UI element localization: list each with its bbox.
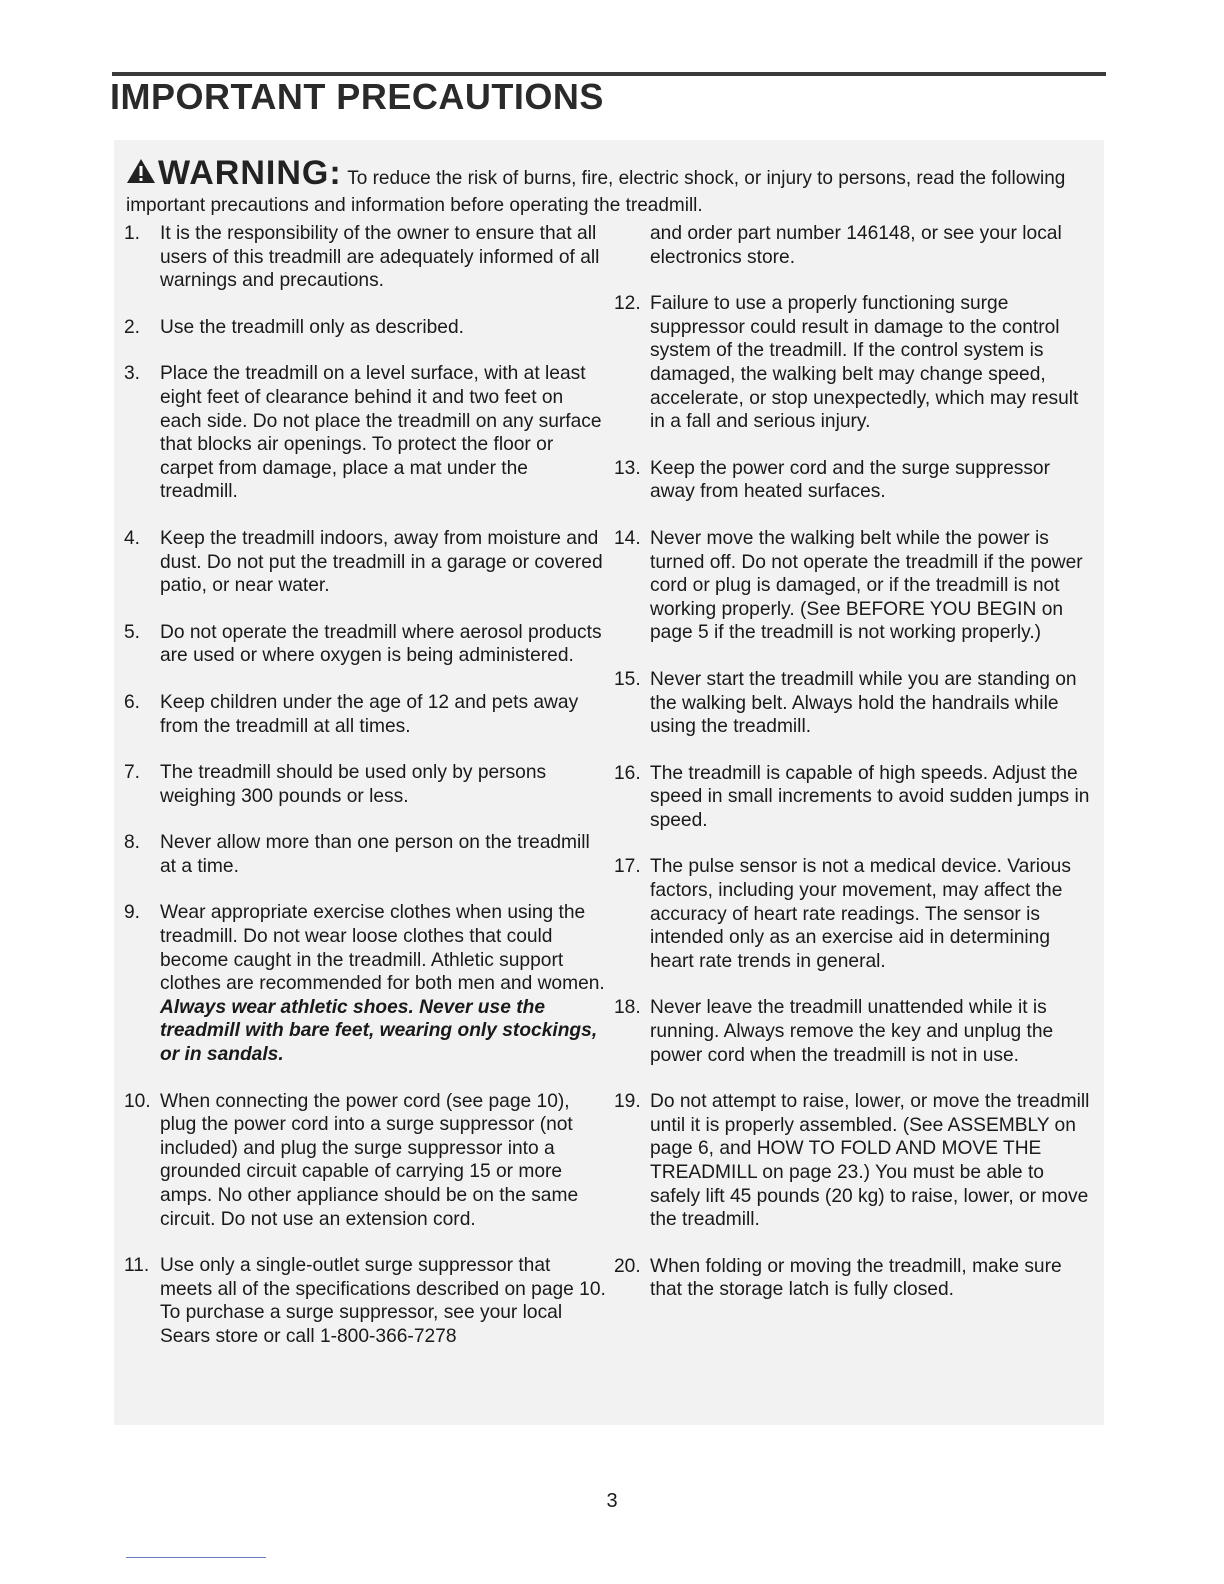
precaution-item	[124, 527, 606, 598]
precaution-item	[614, 762, 1096, 833]
item-number: 20.	[614, 1255, 641, 1277]
item-text: When folding or moving the treadmill, make sure that the storage latch is fully closed.	[650, 1255, 1062, 1301]
page-title: IMPORTANT PRECAUTIONS	[110, 76, 604, 117]
footer-line	[126, 1557, 266, 1558]
item-text: The treadmill is capable of high speeds. Adjust the speed in small increments to avoid sudden jumps in speed.	[650, 762, 1090, 831]
item-number: 9.	[124, 902, 141, 924]
item-text: Keep the treadmill indoors, away from moisture and dust. Do not put the treadmill in a garage or covered patio, or near water.	[160, 527, 603, 597]
item-number: 12.	[614, 293, 641, 315]
item-number: 5.	[124, 621, 141, 643]
item-number: 7.	[124, 762, 141, 784]
warning-text: To reduce the risk of burns, fire, electric shock, or injury to persons, read the following important precautions and information before operating the treadmill.	[126, 168, 1066, 216]
item-text: Place the treadmill on a level surface, with at least eight feet of clearance behind it and two feet on each side. Do not place the treadmill on any surface that blocks air openings. To protect the floor or carpet from damage, place a mat under the treadmill.	[160, 363, 602, 503]
item-text: Never allow more than one person on the treadmill at a time.	[160, 832, 590, 877]
item-number: 4.	[124, 527, 141, 549]
item-number: 16.	[614, 762, 641, 784]
item-text: When connecting the power cord (see page 10), plug the power cord into a surge suppressor (not included) and plug the surge suppressor into a grounded circuit capable of carrying 15 or more amps. No other appliance should be on the same circuit. Do not use an extension cord.	[160, 1090, 579, 1230]
precaution-item	[614, 1090, 1096, 1232]
warning-label: WARNING:	[158, 154, 342, 192]
item-number: 2.	[124, 316, 141, 338]
item-number: 10.	[124, 1090, 151, 1112]
item-text: Failure to use a properly functioning surge suppressor could result in damage to the control system of the treadmill. If the control system is damaged, the walking belt may change speed, accelerate, or stop unexpectedly, which may result in a fall and serious injury.	[650, 293, 1079, 433]
item-number: 6.	[124, 691, 141, 713]
item-number: 11.	[124, 1255, 150, 1277]
precaution-item	[124, 901, 606, 1066]
precaution-item	[614, 855, 1096, 973]
item-number: 1.	[124, 223, 141, 244]
warning-triangle-icon	[126, 158, 156, 191]
item-text: Use the treadmill only as described.	[160, 316, 464, 338]
item-number: 18.	[614, 997, 641, 1019]
item-text: Do not attempt to raise, lower, or move the treadmill until it is properly assembled. (See ASSEMBLY on page 6, and HOW TO FOLD AND MOVE THE TREADMILL on page 23.) You must be able to safely lift 45 pounds (20 kg) to raise, lower, or move the treadmill.	[650, 1091, 1090, 1231]
item-text: Wear appropriate exercise clothes when using the treadmill. Do not wear loose clothes that could become caught in the treadmill. Athletic support clothes are recommended for both men and women.	[160, 902, 605, 995]
precaution-item	[124, 222, 606, 293]
item-text: Use only a single-outlet surge suppressor that meets all of the specifications described on page 10. To purchase a surge suppressor, see your local Sears store or call 1-800-366-7278	[160, 1255, 606, 1347]
item-number: 19.	[614, 1091, 641, 1113]
precaution-item	[124, 316, 606, 340]
item-number: 14.	[614, 527, 641, 549]
item-text: The treadmill should be used only by persons weighing 300 pounds or less.	[160, 762, 547, 807]
item-number: 3.	[124, 363, 141, 385]
precaution-item	[614, 292, 1096, 434]
item-text: Never start the treadmill while you are standing on the walking belt. Always hold the handrails while using the treadmill.	[650, 668, 1077, 738]
precaution-item	[614, 1255, 1096, 1302]
precaution-item	[124, 621, 606, 668]
item-11-continuation: and order part number 146148, or see your local electronics store.	[650, 223, 1062, 268]
item-text: Never move the walking belt while the power is turned off. Do not operate the treadmill if the power cord or plug is damaged, or if the treadmill is not working properly. (See BEFORE YOU BEGIN on page 5 if the treadmill is not working properly.)	[650, 527, 1083, 644]
item-number: 13.	[614, 457, 641, 479]
precaution-item	[124, 1090, 606, 1232]
precautions-right-column	[614, 222, 1096, 1325]
item-text: The pulse sensor is not a medical device. Various factors, including your movement, may affect the accuracy of heart rate readings. The sensor is intended only as an exercise aid in determining heart rate trends in general.	[650, 856, 1071, 972]
item-text: It is the responsibility of the owner to ensure that all users of this treadmill are adequately informed of all warnings and precautions.	[160, 223, 600, 292]
item-text: Never leave the treadmill unattended while it is running. Always remove the key and unplug the power cord when the treadmill is not in use.	[650, 997, 1054, 1066]
precaution-item	[124, 362, 606, 504]
item-text: Keep children under the age of 12 and pets away from the treadmill at all times.	[160, 691, 579, 737]
warning-header	[126, 154, 1091, 219]
item-text: Do not operate the treadmill where aerosol products are used or where oxygen is being administered.	[160, 621, 602, 667]
item-number: 17.	[614, 856, 641, 878]
precaution-item	[614, 996, 1096, 1067]
item-text: Keep the power cord and the surge suppressor away from heated surfaces.	[650, 457, 1050, 503]
precaution-item	[124, 1254, 606, 1348]
precaution-item	[124, 761, 606, 808]
precaution-item	[614, 527, 1096, 645]
item-number: 8.	[124, 832, 141, 854]
item-emphasis: Always wear athletic shoes. Never use the treadmill with bare feet, wearing only stockings, or in sandals.	[160, 996, 598, 1066]
precaution-item	[124, 691, 606, 738]
precaution-item	[614, 668, 1096, 739]
page-number: 3	[606, 1490, 618, 1512]
item-number: 15.	[614, 668, 641, 690]
precaution-item	[614, 457, 1096, 504]
precautions-left-column	[124, 222, 606, 1372]
precaution-item	[124, 831, 606, 878]
